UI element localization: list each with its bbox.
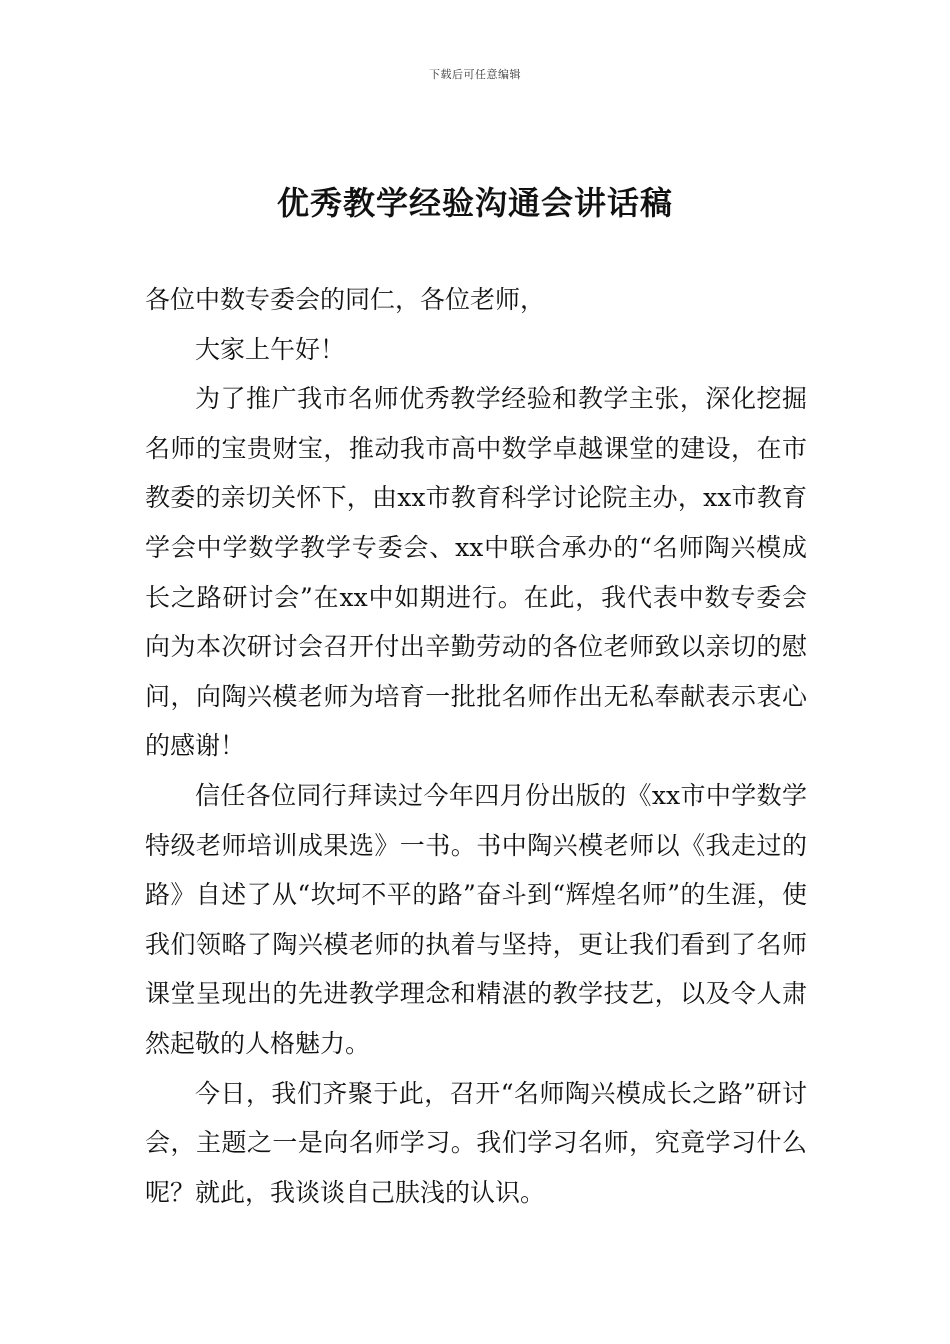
paragraph-purpose: 为了推广我市名师优秀教学经验和教学主张，深化挖掘名师的宝贵财宝，推动我市高中数学卓越课堂的建设，在市教委的亲切关怀下，由xx市教育科学讨论院主办，xx市教育学会中学数学教学专委会、xx中联合承办的“名师陶兴模成长之路研讨会”在xx中如期进行。在此，我代表中数专委会向为本次研讨会召开付出辛勤劳动的各位老师致以亲切的慰问，向陶兴模老师为培育一批批名师作出无私奉献表示衷心的感谢！ [145, 384, 807, 761]
paragraph-greeting: 大家上午好！ [195, 334, 346, 364]
paragraph-book: 信任各位同行拜读过今年四月份出版的《xx市中学数学特级老师培训成果选》一书。书中陶兴模老师以《我走过的路》自述了从“坎坷不平的路”奋斗到“辉煌名师”的生涯，使我们领略了陶兴模老师的执着与坚持，更让我们看到了名师课堂呈现出的先进教学理念和精湛的教学技艺，以及令人肃然起敬的人格魅力。 [145, 780, 807, 1058]
header-note: 下载后可任意编辑 [429, 68, 521, 81]
paragraph-theme: 今日，我们齐聚于此，召开“名师陶兴模成长之路”研讨会，主题之一是向名师学习。我们学习名师，究竟学习什么呢？就此，我谈谈自己肤浅的认识。 [145, 1078, 807, 1207]
salutation: 各位中数专委会的同仁，各位老师， [145, 285, 546, 314]
page-title: 优秀教学经验沟通会讲话稿 [276, 184, 673, 222]
document-body [145, 275, 807, 1217]
